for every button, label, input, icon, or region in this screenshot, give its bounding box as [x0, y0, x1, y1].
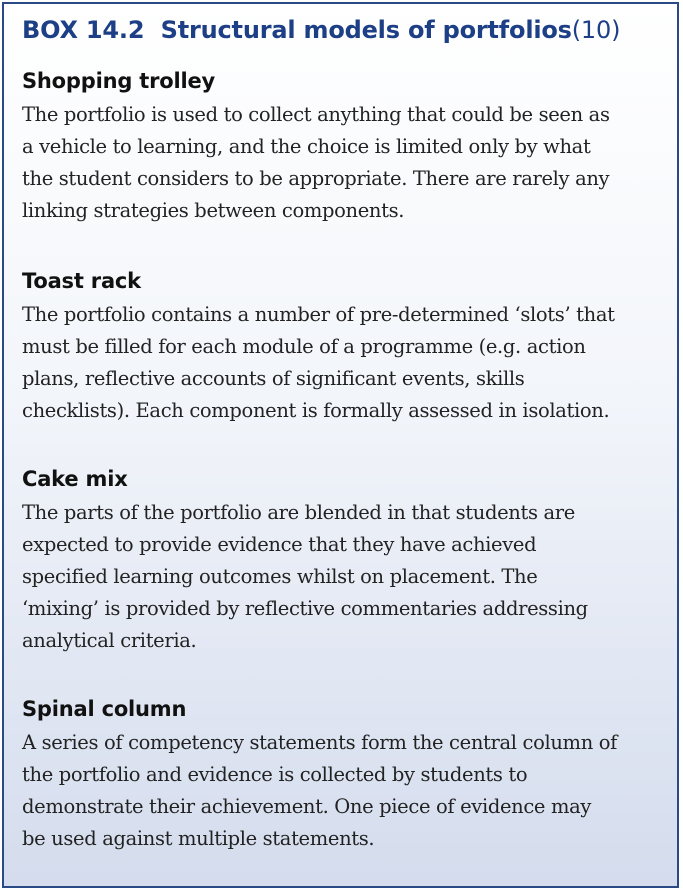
body-line: expected to provide evidence that they have achieved — [22, 533, 537, 556]
body-line: checklists). Each component is formally assessed in isolation. — [22, 399, 610, 422]
body-line: specified learning outcomes whilst on placement. The — [22, 565, 538, 588]
section-shopping-trolley — [22, 68, 672, 227]
body-line: demonstrate their achievement. One piece of evidence may — [22, 795, 592, 818]
body-line: a vehicle to learning, and the choice is limited only by what — [22, 135, 591, 158]
body-line: be used against multiple statements. — [22, 827, 375, 850]
body-line: must be filled for each module of a programme (e.g. action — [22, 335, 586, 358]
box-reference: (10) — [571, 16, 621, 44]
body-line: A series of competency statements form the central column of — [22, 731, 618, 754]
body-line: plans, reflective accounts of significant events, skills — [22, 367, 525, 390]
body-line: ‘mixing’ is provided by reflective commentaries addressing — [22, 597, 588, 620]
body-line: The portfolio is used to collect anything that could be seen as — [22, 103, 610, 126]
section-body — [22, 497, 672, 657]
section-heading: Spinal column — [22, 697, 187, 721]
box-label: BOX 14.2 — [22, 16, 145, 44]
section-body — [22, 299, 672, 427]
box-title — [22, 16, 620, 44]
section-body — [22, 727, 672, 855]
section-body — [22, 99, 672, 227]
body-line: The portfolio contains a number of pre-determined ‘slots’ that — [22, 303, 615, 326]
section-cake-mix — [22, 466, 672, 657]
body-line: The parts of the portfolio are blended in that students are — [22, 501, 575, 524]
section-heading: Shopping trolley — [22, 69, 216, 93]
body-line: the student considers to be appropriate. There are rarely any — [22, 167, 610, 190]
body-line: analytical criteria. — [22, 629, 197, 652]
section-heading: Cake mix — [22, 467, 128, 491]
box-14-2 — [2, 2, 679, 888]
section-toast-rack — [22, 268, 672, 427]
section-heading: Toast rack — [22, 269, 141, 293]
box-title-text: Structural models of portfolios — [160, 16, 572, 44]
body-line: the portfolio and evidence is collected by students to — [22, 763, 528, 786]
body-line: linking strategies between components. — [22, 199, 405, 222]
section-spinal-column — [22, 696, 672, 855]
